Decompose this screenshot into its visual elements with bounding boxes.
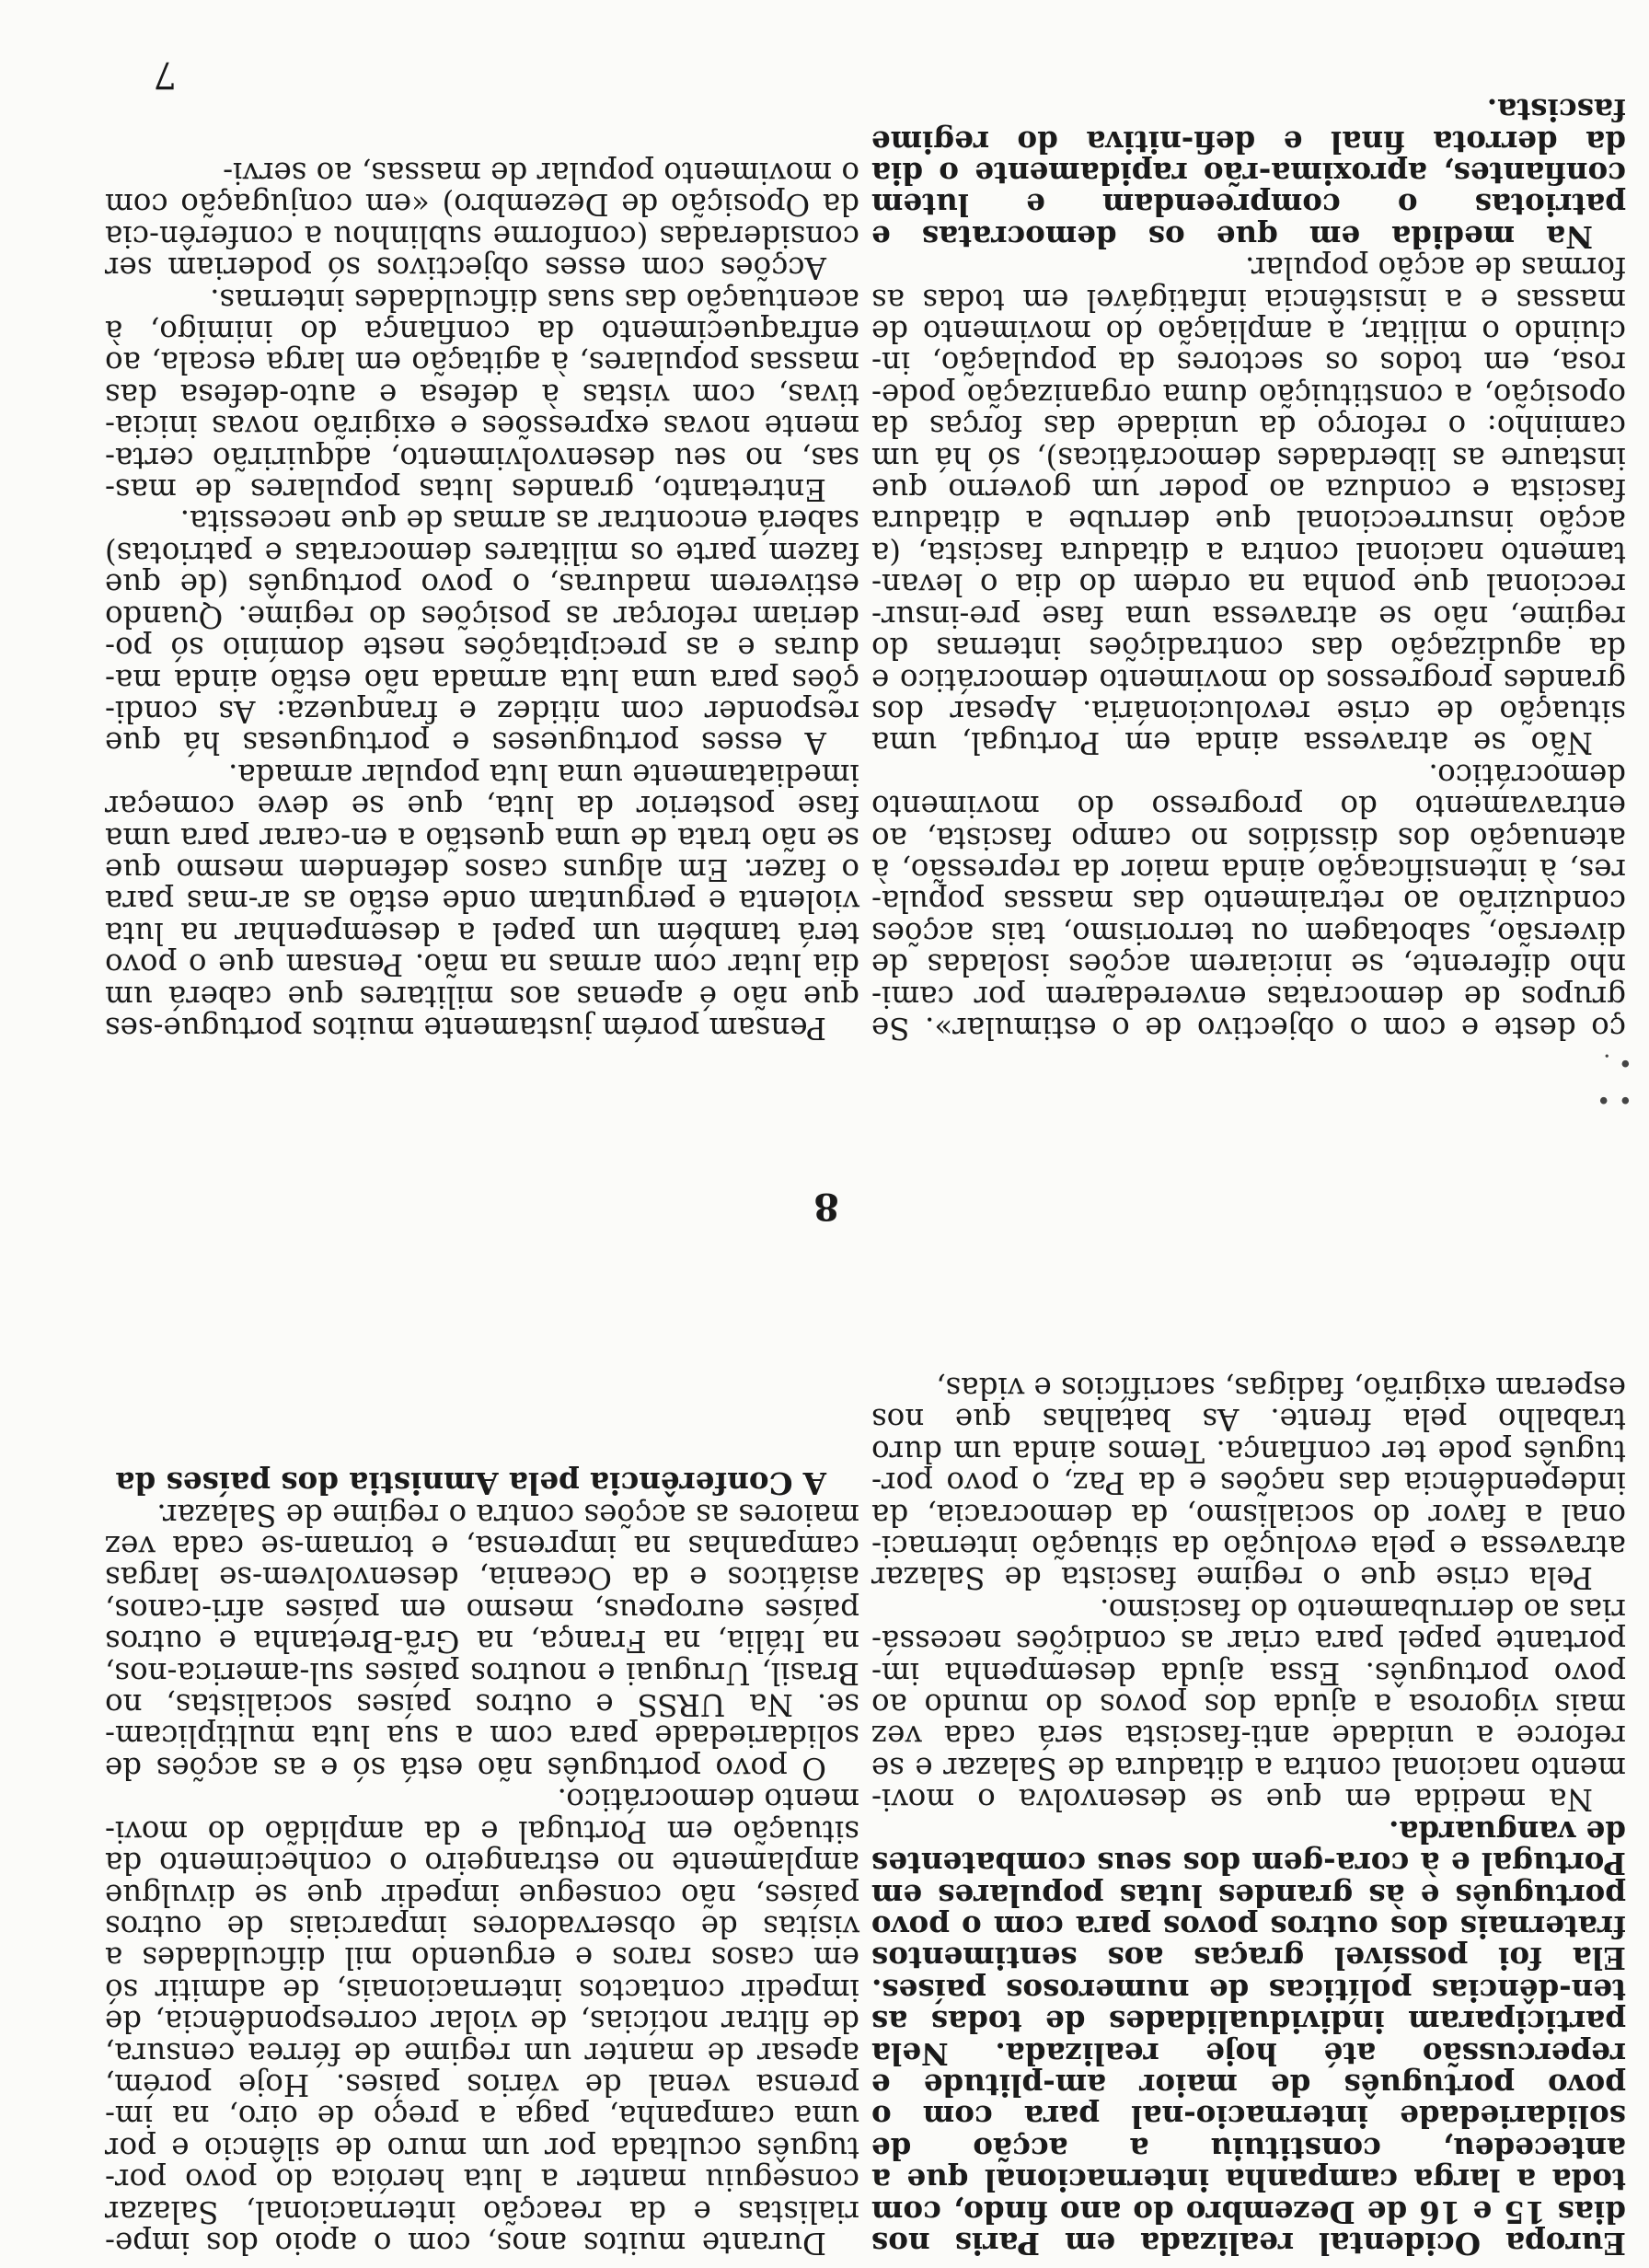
paragraph: Pela crise que o regime fascista de Salazar atravessa e pela evolução da situação internaci-onal a favor do socialismo, da democracia, da independência das nações e da Paz, o povo por-tuguês pode ter confiança. Temos ainda um duro trabalho pela frente. As batalhas que nos esperam exigirão, fadigas, sacrifícios e vidas, (871, 1371, 1626, 1596)
paragraph: Acções com esses objectivos só poderiam ser consideradas (conforme sublinhou a conferên-cia da Oposição de Dezembro) «em conjugação com o movimento popular de massas, ao servi- (105, 156, 859, 286)
paragraph-bold: A Conferência pela Amnistia dos países da (115, 1465, 826, 1502)
page7-left-column (105, 157, 859, 1044)
paragraph-bold: Na medida em que os democratas e patriotas o compreendam e lutem confiantes, aproxima-rão rapidamente o dia da derrota final e defi-nitiva do regime fascista. (871, 92, 1626, 255)
paragraph: O povo português não está só e as acções de solidariedade para com a sua luta multiplicam-se. Na URSS e outros países socialistas, no Brasil, Uruguai e noutros países sul-america-nos, na Itália, na França, na Grã-Bretanha e outros países europeus, mesmo em países afri-canos, asiáticos e da Oceania, desenvolvem-se largas campanhas na imprensa, e tornam-se cada vez maiores as acções contra o regime de Salazar. (105, 1497, 859, 1786)
page-number-7: 7 (153, 53, 177, 96)
margin-mark: • . (1603, 1048, 1632, 1076)
page-number-8: 8 (813, 1185, 839, 1228)
margin-mark: • • (1597, 1085, 1632, 1113)
page8-right-column (871, 1371, 1626, 2262)
page8-left-column (105, 1467, 859, 2259)
paragraph: Durante muitos anos, com o apoio dos impe-rialistas e da reacção internacional, Salazar conseguiu manter a luta heróica do povo por-tuguês ocultada por um muro de silêncio e por uma campanha, paga a preço de oiro, na im-prensa venal de vários países. Hoje porém, apesar de manter um regime de férrea censura, de filtrar notícias, de violar correspondência, de impedir contactos internacionais, de admitir só em casos raros e erguendo mil dificuldades a visitas de observadores imparciais de outros países, não consegue impedir que se divulgue amplamente no estrangeiro o conhecimento da situação em Portugal e da amplidão do movi-mento democrático. (105, 1782, 859, 2261)
paragraph: ço deste e com o objectivo de o estimular». Se grupos de democratas enveredarem por cami-nho diferente, se iniciarem acções isoladas de diversão, sabotagem ou terrorismo, tais acções conduzirão ao retraimento das massas popula-res, à intensificação ainda maior da repressão, à atenuação dos dissídios no campo fascista, ao entravamento do progresso do movimento democrático. (871, 757, 1626, 1046)
paragraph: Entretanto, grandes lutas populares de mas-sas, no seu desenvolvimento, adquirirão certa-mente novas expressões e exigirão novas inicia-tivas, com vistas à defesa e auto-defesa das massas populares, à agitação em larga escala, ao enfraquecimento da confiança do inimigo, à acentuação das suas dificuldades internas. (105, 282, 859, 508)
paragraph: Pensam porém justamente muitos portugue-ses que não é apenas aos militares que caberá um dia lutar com armas na mão. Pensam que o povo terá também um papel a desempenhar na luta violenta e perguntam onde estão as ar-mas para o fazer. Em alguns casos defendem mesmo que se não trata de uma questão a en-carar para uma fase posterior da luta, que se deve começar imediatamente uma luta popular armada. (104, 757, 859, 1046)
paragraph: Na medida em que se desenvolva o movi-mento nacional contra a ditadura de Salazar e se reforce a unidade anti-fascista será cada vez mais vigorosa a ajuda dos povos do mundo ao povo português. Essa ajuda desempenha im-portante papel para criar as condições necessá-rias ao derrubamento do fascismo. (871, 1591, 1626, 1818)
paragraph: Não se atravessa ainda em Portugal, uma situação de crise revolucionária. Apesar dos grandes progressos do movimento democrático e da agudização das contradições internas do regime, não se atravessa uma fase pre-insur-reccional que ponha na ordem do dia o levan-tamento nacional contra a ditadura fascista, (a acção insurreccional que derrube a ditadura fascista e conduza ao poder um governo que instaure as liberdades democráticas), só há um caminho: o reforço da unidade das forças da oposição, a constituição duma organização pode-rosa, em todos os sectores da população, in-cluindo o militar, a ampliação do movimento de massas e a insistência infatigável em todas as formas de acção popular. (871, 250, 1626, 761)
page7-right-column (871, 94, 1626, 1044)
paragraph: A esses portugueses e portuguesas há que responder com nitidez e franqueza: As condi-ções para uma luta armada não estão ainda ma-duras e as precipitações neste domínio só po-deriam reforçar as posições do regime. Quando estiverem maduras, o povo português (de que fazem parte os militares democratas e patriotas) saberá encontrar as armas de que necessita. (105, 503, 859, 761)
paragraph-bold: Europa Ocidental realizada em Paris nos dias 15 e 16 de Dezembro do ano findo, com toda a larga campanha internacional que a antecedeu, constituiu a acção de solidariedade internacio-nal para com o povo português de maior am-plitude e repercussão até hoje realizada. Nela participaram individualidades de todas as ten-dências políticas de numerosos países. Ela foi possível graças aos sentimentos fraternais dos outros povos para com o povo português e às grandes lutas populares em Portugal e à cora-gem dos seus combatentes de vanguarda. (871, 1813, 1626, 2262)
